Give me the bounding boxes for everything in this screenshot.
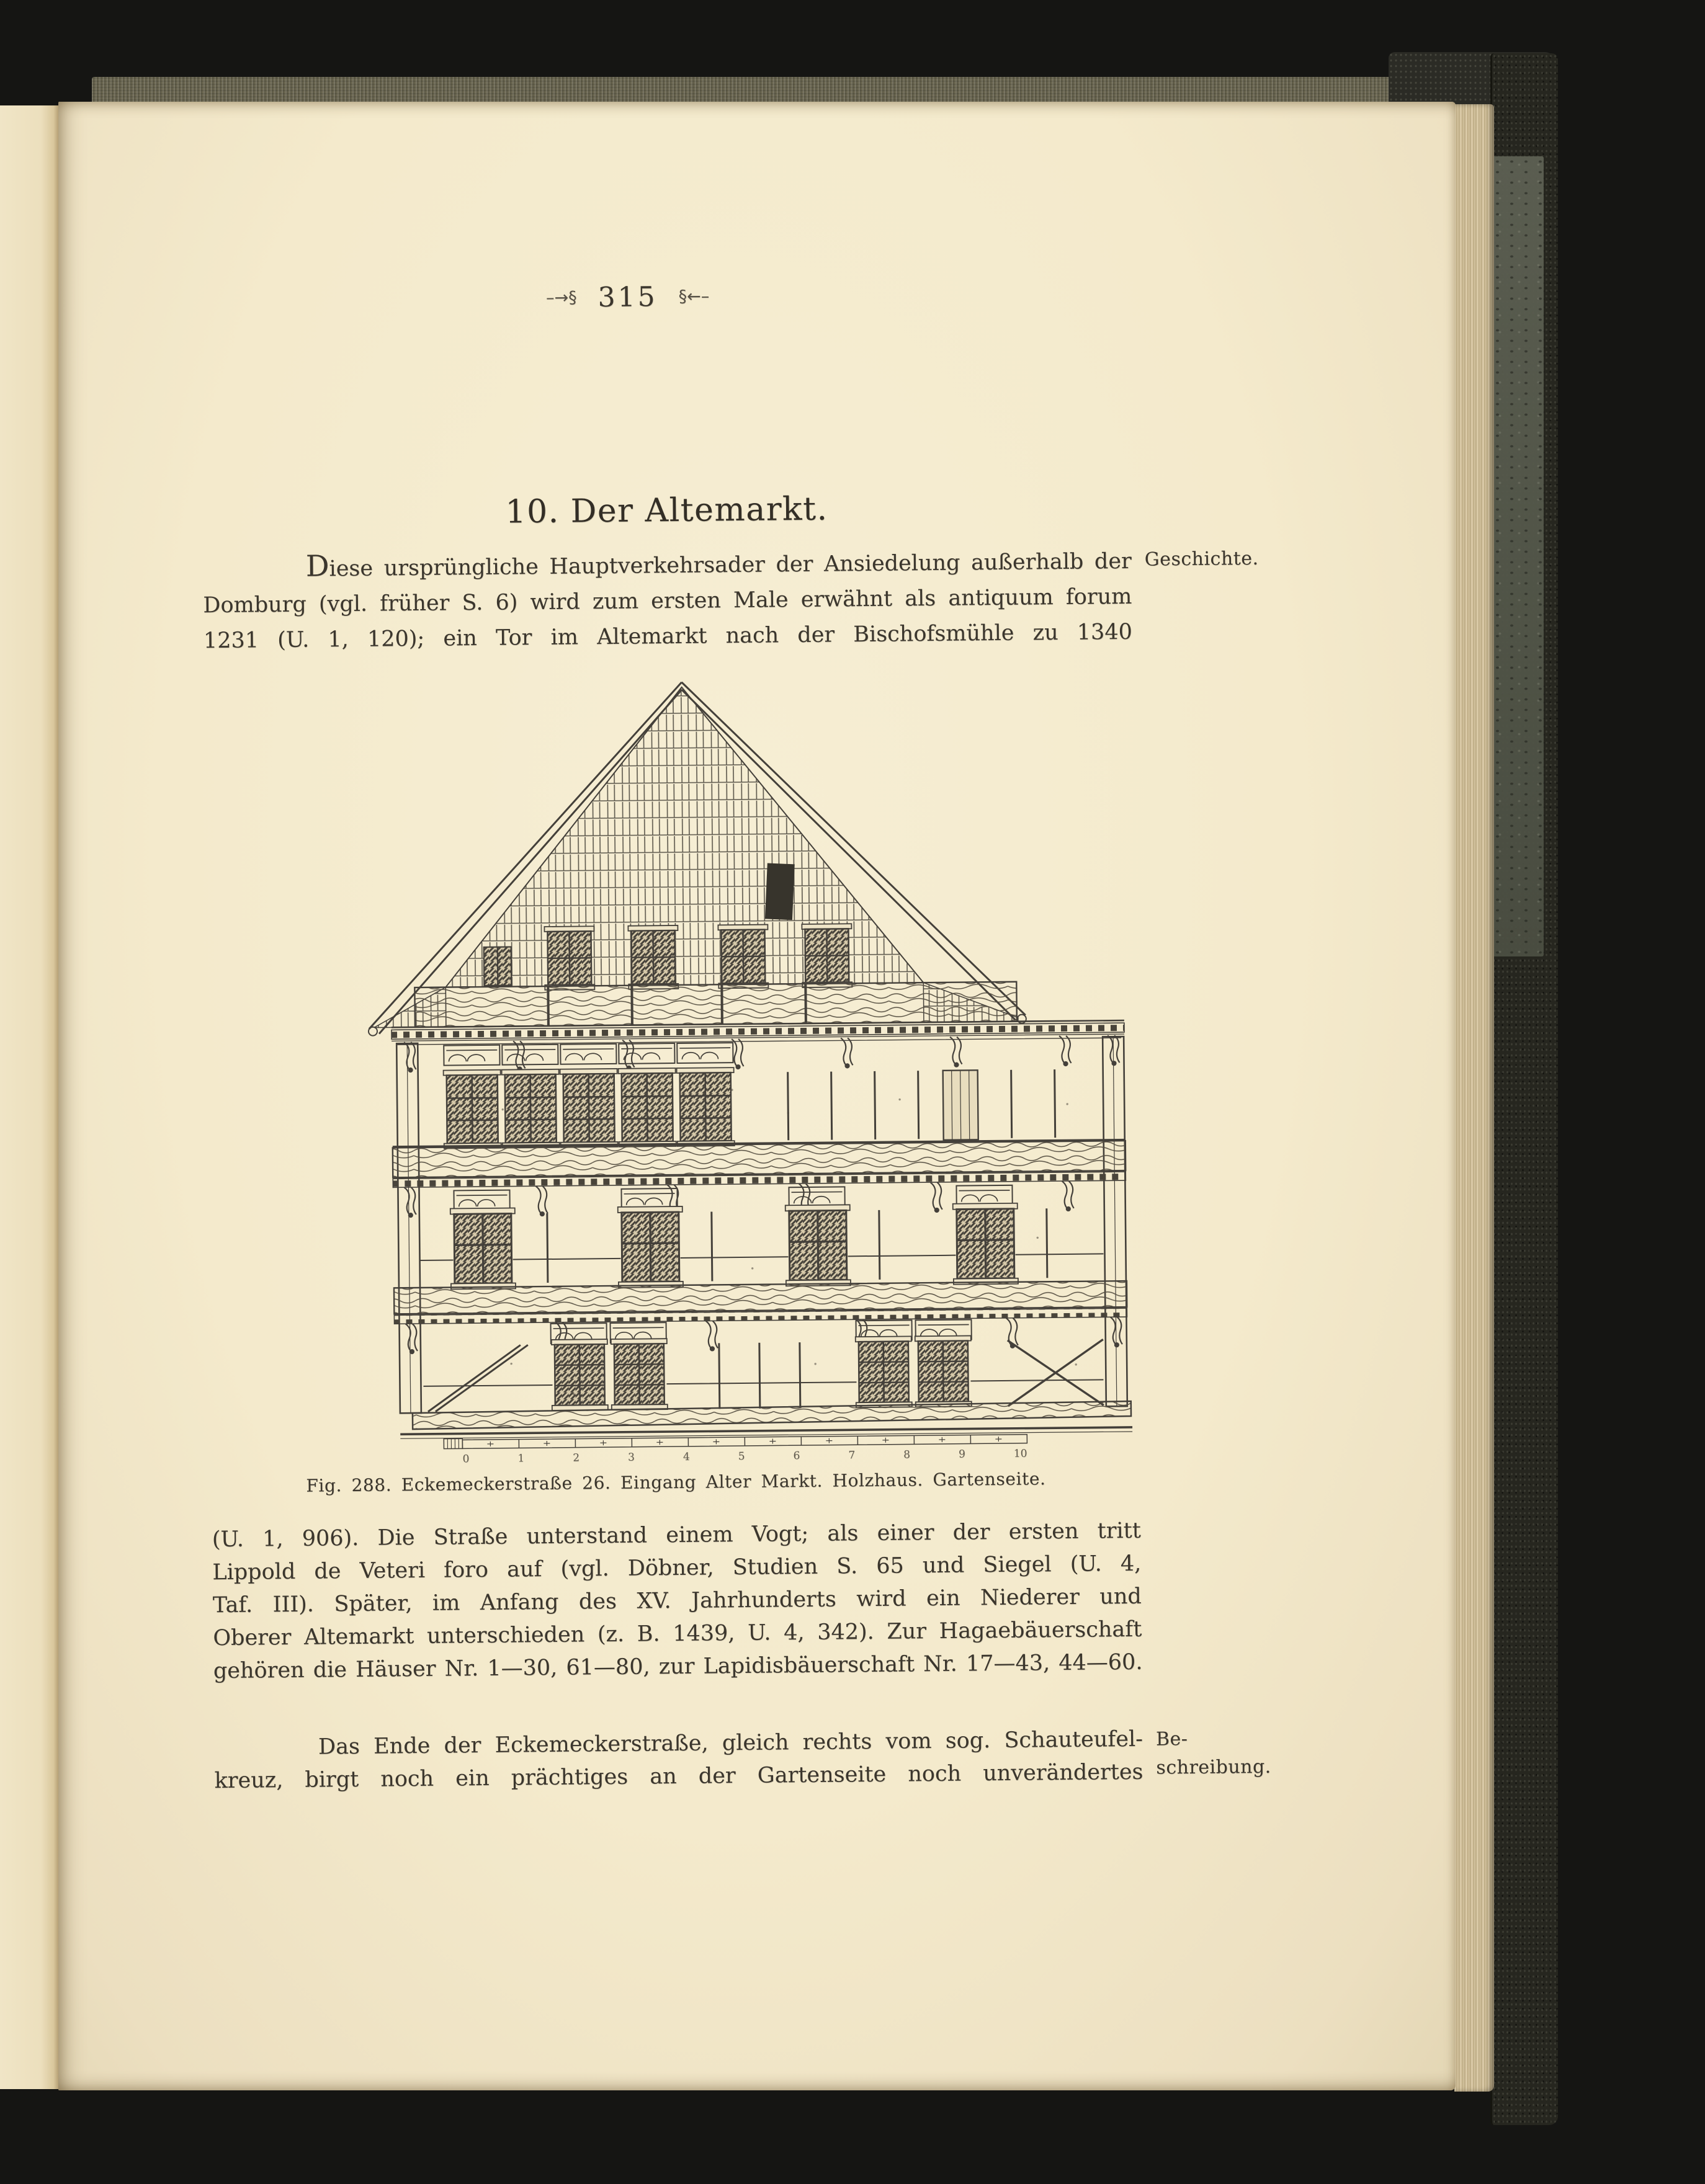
diagonal-brace-right (1008, 1339, 1104, 1406)
text-line: Diese ursprüngliche Hauptverkehrsader der Ansiedelung außerhalb der (305, 548, 1132, 584)
margin-note-geschichte: Geschichte. (1144, 547, 1259, 571)
ground-story-windows (423, 1334, 1104, 1412)
text-line: 5 (738, 1450, 745, 1463)
roof-tile-field (371, 684, 1018, 1028)
text-line: Taf. III). Später, im Anfang des XV. Jahrhunderts wird ein Niederer und (212, 1584, 1142, 1618)
text-line: 1 (517, 1452, 525, 1465)
text-line: schreibung. (1156, 1755, 1271, 1779)
timber-band-2 (393, 1141, 1126, 1187)
upper-story-windows (392, 1064, 1125, 1149)
text-line: Be- (1155, 1728, 1188, 1750)
page-number: 315 (597, 281, 658, 314)
sill-beam (413, 1401, 1131, 1429)
paragraph-1 (203, 541, 1133, 659)
header-ornament-right: §←– (678, 287, 710, 306)
text-line: Oberer Altemarkt unterschieden (z. B. 1439, U. 4, 342). Zur Hagaebäuerschaft (213, 1616, 1142, 1651)
text-line: 9 (958, 1448, 965, 1461)
timber-band-gable (414, 982, 1017, 1027)
figure-house (350, 675, 1133, 1452)
book-page (58, 102, 1456, 2090)
marbled-endpaper-strip (1490, 156, 1544, 956)
house-engraving (350, 675, 1133, 1452)
text-line: 7 (848, 1449, 856, 1462)
page-content (49, 95, 1466, 2097)
text-line: Domburg (vgl. früher S. 6) wird zum ersten Male erwähnt als antiquum forum (203, 584, 1132, 618)
text-line: 1231 (U. 1, 120); ein Tor im Altemarkt nach der Bischofsmühle zu 1340 (203, 619, 1133, 654)
text-line: 2 (573, 1451, 580, 1464)
timber-band-3 (394, 1281, 1127, 1324)
chapter-title: 10. Der Altemarkt. (505, 490, 828, 531)
text-line: (U. 1, 906). Die Straße unterstand einem Vogt; als einer der ersten tritt (212, 1518, 1141, 1553)
margin-note-beschreibung (1156, 1724, 1318, 1782)
text-line: 0 (462, 1453, 470, 1466)
previous-page-sliver (0, 105, 58, 2089)
paragraph-3 (214, 1723, 1143, 1798)
figure-caption: Fig. 288. Eckemeckerstraße 26. Eingang Alter Markt. Holzhaus. Gartenseite. (306, 1468, 1046, 1496)
text-line: 8 (903, 1448, 911, 1461)
text-line: Lippold de Veteri foro auf (vgl. Döbner, Studien S. 65 und Siegel (U. 4, (212, 1551, 1142, 1585)
figure-scale-numbers (463, 1448, 1027, 1467)
text-line: 10 (1013, 1447, 1027, 1460)
roof-dark-patch (765, 863, 795, 920)
diagonal-brace-left (427, 1345, 529, 1412)
text-line: 6 (793, 1450, 800, 1463)
header-ornament-left: –→§ (545, 288, 577, 308)
paragraph-2 (212, 1515, 1142, 1688)
text-line: 4 (682, 1450, 690, 1463)
page-header (441, 280, 813, 315)
text-line: 3 (628, 1451, 635, 1464)
text-line: kreuz, birgt noch ein prächtiges an der Gartenseite noch unverändertes (214, 1759, 1143, 1794)
text-line: Das Ende der Eckemeckerstraße, gleich rechts vom sog. Schauteufel- (318, 1726, 1143, 1760)
middle-story-windows (419, 1202, 1104, 1290)
text-line: gehören die Häuser Nr. 1—30, 61—80, zur Lapidisbäuerschaft Nr. 17—43, 44—60. (213, 1649, 1143, 1684)
